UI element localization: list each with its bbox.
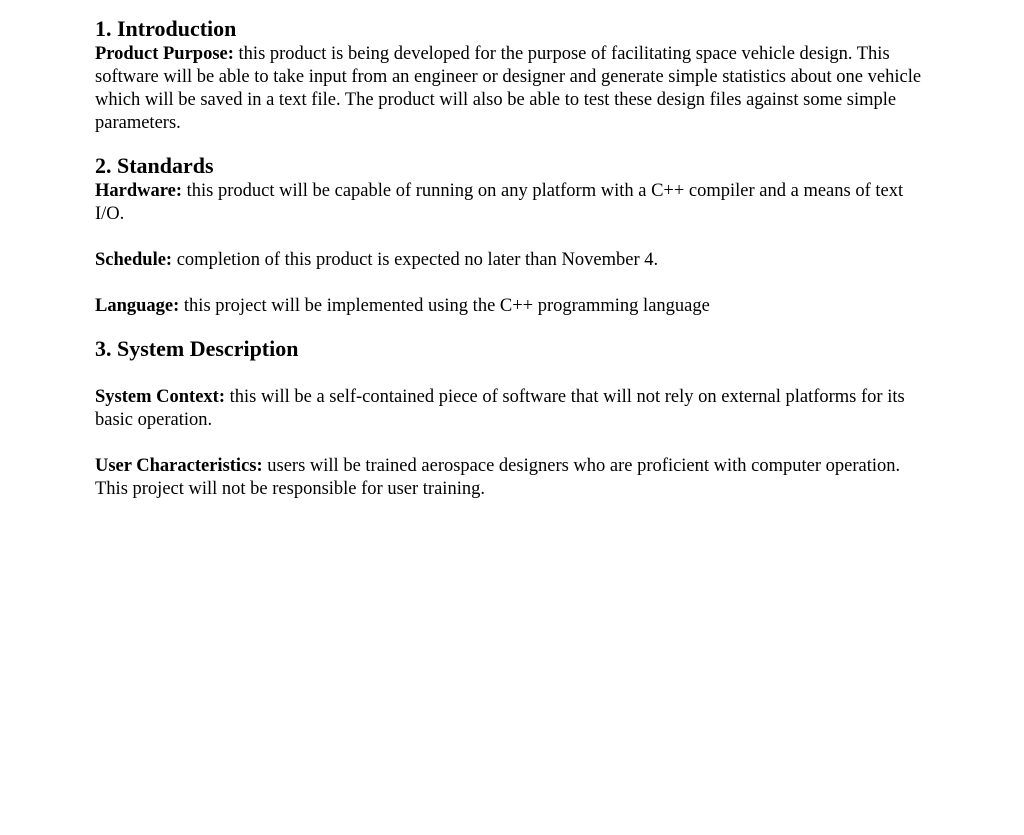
text-hardware: this product will be capable of running on any platform with a C++ compiler and a means of text I/O.: [95, 181, 904, 224]
label-schedule: Schedule:: [95, 250, 173, 270]
text-language: this project will be implemented using the C++ programming language: [179, 296, 710, 316]
label-language: Language:: [95, 296, 180, 316]
heading-system-description: 3. System Description: [95, 336, 299, 361]
paragraph-system-context: [95, 386, 930, 432]
spacer: [95, 432, 930, 455]
text-user-characteristics: users will be trained aerospace designers who are proficient with computer operation. This project will not be responsible for user training.: [95, 456, 901, 499]
heading-introduction: 1. Introduction: [95, 16, 237, 41]
label-user-characteristics: User Characteristics:: [95, 456, 263, 476]
spacer: [95, 318, 930, 335]
paragraph-user-characteristics: [95, 455, 930, 501]
spacer: [95, 226, 930, 249]
label-product-purpose: Product Purpose:: [95, 44, 234, 64]
label-hardware: Hardware:: [95, 181, 182, 201]
paragraph-language: [95, 295, 930, 318]
text-product-purpose: this product is being developed for the purpose of facilitating space vehicle design. This software will be able to take input from an engineer or designer and generate simple statistics about one vehicle which will be saved in a text file. The product will also be able to test these design files against some simple parameters.: [95, 44, 922, 133]
document-page: [95, 15, 930, 501]
text-system-context: this will be a self-contained piece of software that will not rely on external platforms for its basic operation.: [95, 387, 905, 430]
heading-standards: 2. Standards: [95, 153, 214, 178]
text-schedule: completion of this product is expected no later than November 4.: [172, 250, 659, 270]
spacer: [95, 272, 930, 295]
spacer: [95, 363, 930, 386]
paragraph-product-purpose: [95, 43, 930, 135]
paragraph-hardware: [95, 180, 930, 226]
paragraph-schedule: [95, 249, 930, 272]
label-system-context: System Context:: [95, 387, 225, 407]
spacer: [95, 135, 930, 152]
